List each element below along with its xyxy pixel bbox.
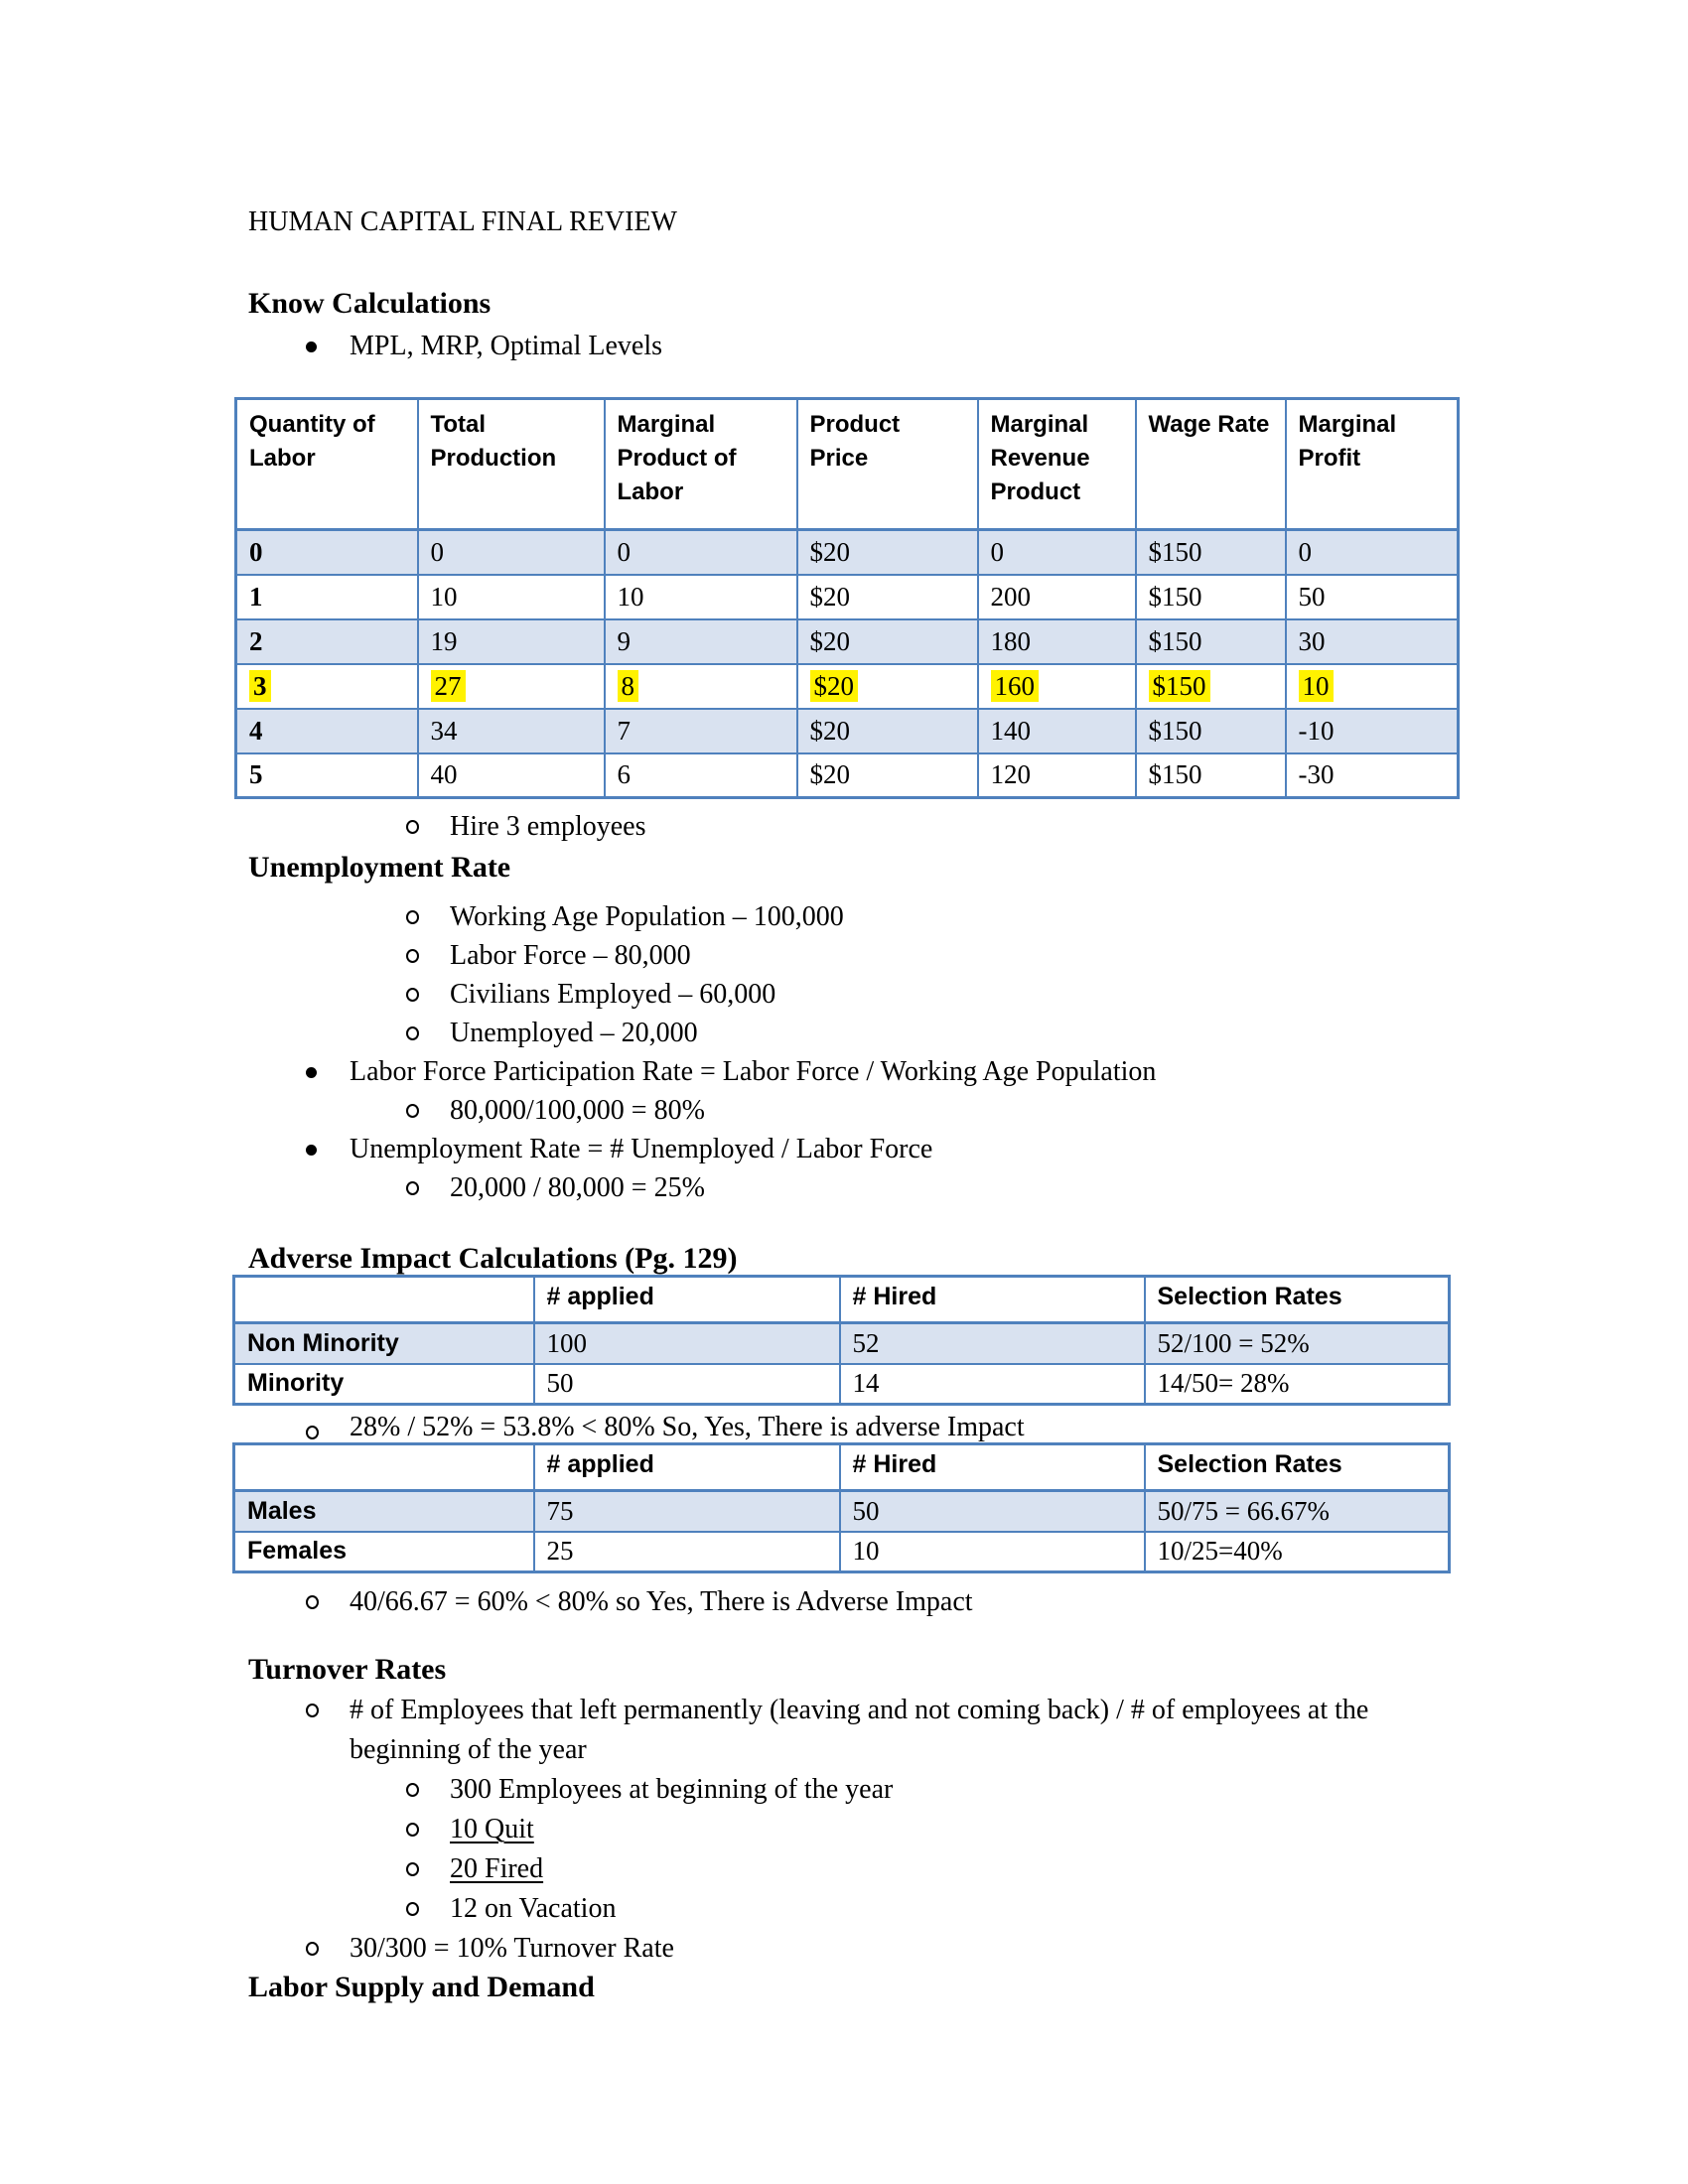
- table-row: [234, 1364, 1450, 1405]
- table-cell: [840, 1323, 1145, 1364]
- bullet-item-mpl: [304, 327, 1688, 365]
- column-header: Marginal Product of Labor: [605, 399, 797, 530]
- table-cell: [797, 619, 978, 664]
- bullet-item-lfpr-formula: [304, 1052, 1688, 1091]
- cell-value: 10/25=40%: [1157, 1536, 1283, 1567]
- table-cell: [418, 753, 605, 798]
- table-cell: [605, 664, 797, 709]
- circle-bullet-icon: [404, 1770, 450, 1810]
- bullet-icon: [304, 327, 350, 365]
- circle-bullet-icon: [304, 1929, 350, 1969]
- column-header: Marginal Revenue Product: [978, 399, 1136, 530]
- cell-value: 100: [546, 1327, 587, 1358]
- cell-value: $20: [809, 759, 850, 790]
- cell-value: $20: [809, 581, 850, 612]
- conclusion-text: 28% / 52% = 53.8% < 80% So, Yes, There is adverse Impact: [350, 1412, 1025, 1442]
- column-header: # applied: [534, 1444, 840, 1491]
- table-cell: [534, 1364, 840, 1405]
- table-cell: [236, 530, 418, 575]
- table-row: [234, 1532, 1450, 1572]
- table-cell: [234, 1491, 534, 1532]
- table-cell: [1136, 753, 1286, 798]
- highlighted-cell-value: $150: [1149, 670, 1210, 702]
- turnover-formula: [304, 1691, 1688, 1770]
- heading-know-calculations: Know Calculations: [248, 287, 492, 320]
- cell-value: 25: [546, 1536, 574, 1567]
- cell-value: 0: [249, 536, 263, 567]
- cell-value: 14/50= 28%: [1157, 1368, 1290, 1399]
- circle-bullet-icon: [404, 1849, 450, 1889]
- table-cell: [1286, 530, 1459, 575]
- table-header-row: [234, 1444, 1450, 1491]
- adverse-impact-minority-table: [232, 1275, 1451, 1406]
- cell-value: 30: [1298, 625, 1326, 656]
- circle-bullet-icon: [304, 1691, 350, 1770]
- table-cell: [978, 575, 1136, 619]
- table-cell: [236, 709, 418, 753]
- cell-value: Females: [247, 1537, 348, 1566]
- table-cell: [236, 575, 418, 619]
- table-cell: [236, 753, 418, 798]
- bullet-item-ur-formula: [304, 1130, 1688, 1168]
- table-cell: [1136, 530, 1286, 575]
- table-row: [234, 1323, 1450, 1364]
- heading-unemployment-rate: Unemployment Rate: [248, 851, 511, 884]
- item-text: Labor Force – 80,000: [450, 940, 691, 971]
- formula-text: # of Employees that left permanently (leaving and not coming back) / # of employees at the beginning of the year: [350, 1695, 1369, 1765]
- cell-value: -30: [1298, 759, 1335, 790]
- item-text: Working Age Population – 100,000: [450, 901, 844, 932]
- cell-value: 14: [852, 1368, 880, 1399]
- table-header-row: [234, 1277, 1450, 1323]
- table-cell: [605, 619, 797, 664]
- cell-value: Minority: [247, 1369, 345, 1398]
- column-header: [234, 1444, 534, 1491]
- cell-value: 10: [852, 1536, 880, 1567]
- note-text: Hire 3 employees: [450, 811, 646, 842]
- table-cell: [234, 1532, 534, 1572]
- table-cell: [418, 709, 605, 753]
- cell-value: 34: [430, 715, 458, 746]
- table-cell: [534, 1491, 840, 1532]
- table-cell: [534, 1532, 840, 1572]
- circle-bullet-icon: [404, 1810, 450, 1849]
- cell-value: 50: [852, 1495, 880, 1526]
- highlighted-cell-value: 160: [991, 670, 1040, 702]
- turnover-item-quit: [404, 1810, 1688, 1849]
- table-cell: [797, 664, 978, 709]
- table-row: [236, 530, 1459, 575]
- circle-bullet-icon: [304, 1582, 350, 1621]
- item-text: 10 Quit: [450, 1814, 534, 1844]
- formula-text: Unemployment Rate = # Unemployed / Labor Force: [350, 1134, 933, 1164]
- circle-bullet-icon: [404, 1168, 450, 1207]
- table-cell: [605, 709, 797, 753]
- turnover-item-fired: [404, 1849, 1688, 1889]
- cell-value: 4: [249, 715, 263, 746]
- column-header: [234, 1277, 534, 1323]
- table-cell: [605, 530, 797, 575]
- turnover-item-vacation: [404, 1889, 1688, 1929]
- cell-value: 0: [1298, 536, 1312, 567]
- cell-value: 5: [249, 759, 263, 790]
- table-cell: [978, 530, 1136, 575]
- table-cell: [605, 753, 797, 798]
- table-cell: [236, 664, 418, 709]
- heading-adverse-impact: Adverse Impact Calculations (Pg. 129): [248, 1242, 738, 1275]
- table-cell: [1286, 619, 1459, 664]
- cell-value: 180: [990, 625, 1031, 656]
- circle-bullet-icon: [404, 936, 450, 975]
- highlighted-cell-value: 3: [249, 670, 271, 702]
- adverse-conclusion-2: [304, 1582, 1688, 1621]
- circle-bullet-icon: [404, 897, 450, 936]
- table-cell: [1136, 575, 1286, 619]
- cell-value: Males: [247, 1496, 317, 1525]
- item-text: Unemployed – 20,000: [450, 1018, 698, 1048]
- table-cell: [978, 619, 1136, 664]
- circle-bullet-icon: [404, 1091, 450, 1130]
- cell-value: $20: [809, 536, 850, 567]
- table-row: [236, 619, 1459, 664]
- item-text: 300 Employees at beginning of the year: [450, 1774, 894, 1805]
- table-cell: [418, 575, 605, 619]
- table-cell: [1136, 619, 1286, 664]
- calc-text: 20,000 / 80,000 = 25%: [450, 1172, 705, 1203]
- table-row: [236, 575, 1459, 619]
- calc-text: 30/300 = 10% Turnover Rate: [350, 1933, 674, 1964]
- table-cell: [1136, 664, 1286, 709]
- table-cell: [797, 575, 978, 619]
- cell-value: 2: [249, 625, 263, 656]
- cell-value: $20: [809, 715, 850, 746]
- table-row: [236, 709, 1459, 753]
- cell-value: 52/100 = 52%: [1157, 1327, 1310, 1358]
- table-cell: [797, 709, 978, 753]
- table-row: [236, 664, 1459, 709]
- turnover-calculation: [304, 1929, 1688, 1969]
- item-text: Civilians Employed – 60,000: [450, 979, 776, 1010]
- bullet-text: MPL, MRP, Optimal Levels: [350, 331, 663, 361]
- cell-value: 0: [430, 536, 444, 567]
- table-cell: [418, 619, 605, 664]
- table-cell: [234, 1323, 534, 1364]
- column-header: Marginal Profit: [1286, 399, 1459, 530]
- cell-value: $20: [809, 625, 850, 656]
- table-cell: [978, 664, 1136, 709]
- cell-value: $150: [1148, 625, 1202, 656]
- circle-bullet-icon: [404, 975, 450, 1014]
- table-cell: [1286, 575, 1459, 619]
- adverse-conclusion-1: [304, 1413, 1688, 1442]
- formula-text: Labor Force Participation Rate = Labor Force / Working Age Population: [350, 1056, 1157, 1087]
- table-cell: [1145, 1323, 1450, 1364]
- cell-value: Non Minority: [247, 1328, 399, 1357]
- table-header-row: [236, 399, 1459, 530]
- table-cell: [1145, 1364, 1450, 1405]
- turnover-item: [404, 1770, 1688, 1810]
- table-cell: [840, 1364, 1145, 1405]
- highlighted-cell-value: $20: [810, 670, 859, 702]
- table-cell: [1145, 1532, 1450, 1572]
- highlighted-cell-value: 10: [1299, 670, 1334, 702]
- cell-value: $150: [1148, 536, 1202, 567]
- item-text: 20 Fired: [450, 1853, 544, 1884]
- table-cell: [978, 753, 1136, 798]
- table-cell: [1136, 709, 1286, 753]
- cell-value: 10: [617, 581, 644, 612]
- conclusion-text: 40/66.67 = 60% < 80% so Yes, There is Adverse Impact: [350, 1586, 973, 1617]
- table-cell: [840, 1491, 1145, 1532]
- table-cell: [1145, 1491, 1450, 1532]
- heading-labor-supply-demand: Labor Supply and Demand: [248, 1971, 595, 2003]
- cell-value: 0: [990, 536, 1004, 567]
- calc-text: 80,000/100,000 = 80%: [450, 1095, 705, 1126]
- cell-value: 50: [1298, 581, 1326, 612]
- table-cell: [1286, 709, 1459, 753]
- cell-value: 6: [617, 759, 631, 790]
- table-cell: [605, 575, 797, 619]
- column-header: Selection Rates: [1145, 1277, 1450, 1323]
- table-cell: [1286, 753, 1459, 798]
- mpl-mrp-table: [234, 397, 1460, 799]
- table-cell: [1286, 664, 1459, 709]
- unemployment-item: [404, 975, 1688, 1014]
- circle-bullet-icon: [404, 1014, 450, 1052]
- cell-value: 1: [249, 581, 263, 612]
- cell-value: 40: [430, 759, 458, 790]
- cell-value: 120: [990, 759, 1031, 790]
- column-header: Quantity of Labor: [236, 399, 418, 530]
- table-row: [234, 1491, 1450, 1532]
- column-header: Selection Rates: [1145, 1444, 1450, 1491]
- table-cell: [797, 530, 978, 575]
- column-header: # Hired: [840, 1444, 1145, 1491]
- ur-calculation: [404, 1168, 1688, 1207]
- cell-value: 50: [546, 1368, 574, 1399]
- column-header: Product Price: [797, 399, 978, 530]
- cell-value: 0: [617, 536, 631, 567]
- heading-turnover-rates: Turnover Rates: [248, 1653, 447, 1686]
- column-header: Wage Rate: [1136, 399, 1286, 530]
- cell-value: $150: [1148, 759, 1202, 790]
- cell-value: $150: [1148, 581, 1202, 612]
- cell-value: -10: [1298, 715, 1335, 746]
- cell-value: 19: [430, 625, 458, 656]
- table-cell: [236, 619, 418, 664]
- note-hire-employees: [404, 807, 1688, 846]
- cell-value: 10: [430, 581, 458, 612]
- table-row: [236, 753, 1459, 798]
- table-cell: [797, 753, 978, 798]
- highlighted-cell-value: 27: [431, 670, 466, 702]
- circle-bullet-icon: [404, 1889, 450, 1929]
- cell-value: 9: [617, 625, 631, 656]
- table-cell: [978, 709, 1136, 753]
- circle-bullet-icon: [404, 807, 450, 846]
- table-cell: [418, 664, 605, 709]
- bullet-icon: [304, 1052, 350, 1091]
- unemployment-item: [404, 897, 1688, 936]
- circle-bullet-icon: [304, 1413, 350, 1442]
- adverse-impact-gender-table: [232, 1442, 1451, 1573]
- document-title: HUMAN CAPITAL FINAL REVIEW: [248, 206, 677, 237]
- table-cell: [840, 1532, 1145, 1572]
- lfpr-calculation: [404, 1091, 1688, 1130]
- unemployment-item: [404, 936, 1688, 975]
- table-cell: [534, 1323, 840, 1364]
- column-header: Total Production: [418, 399, 605, 530]
- cell-value: 7: [617, 715, 631, 746]
- cell-value: 75: [546, 1495, 574, 1526]
- column-header: # Hired: [840, 1277, 1145, 1323]
- highlighted-cell-value: 8: [618, 670, 639, 702]
- cell-value: 200: [990, 581, 1031, 612]
- bullet-icon: [304, 1130, 350, 1168]
- cell-value: 140: [990, 715, 1031, 746]
- table-cell: [234, 1364, 534, 1405]
- column-header: # applied: [534, 1277, 840, 1323]
- cell-value: 50/75 = 66.67%: [1157, 1495, 1330, 1526]
- unemployment-item: [404, 1014, 1688, 1052]
- item-text: 12 on Vacation: [450, 1893, 617, 1924]
- table-cell: [418, 530, 605, 575]
- cell-value: 52: [852, 1327, 880, 1358]
- cell-value: $150: [1148, 715, 1202, 746]
